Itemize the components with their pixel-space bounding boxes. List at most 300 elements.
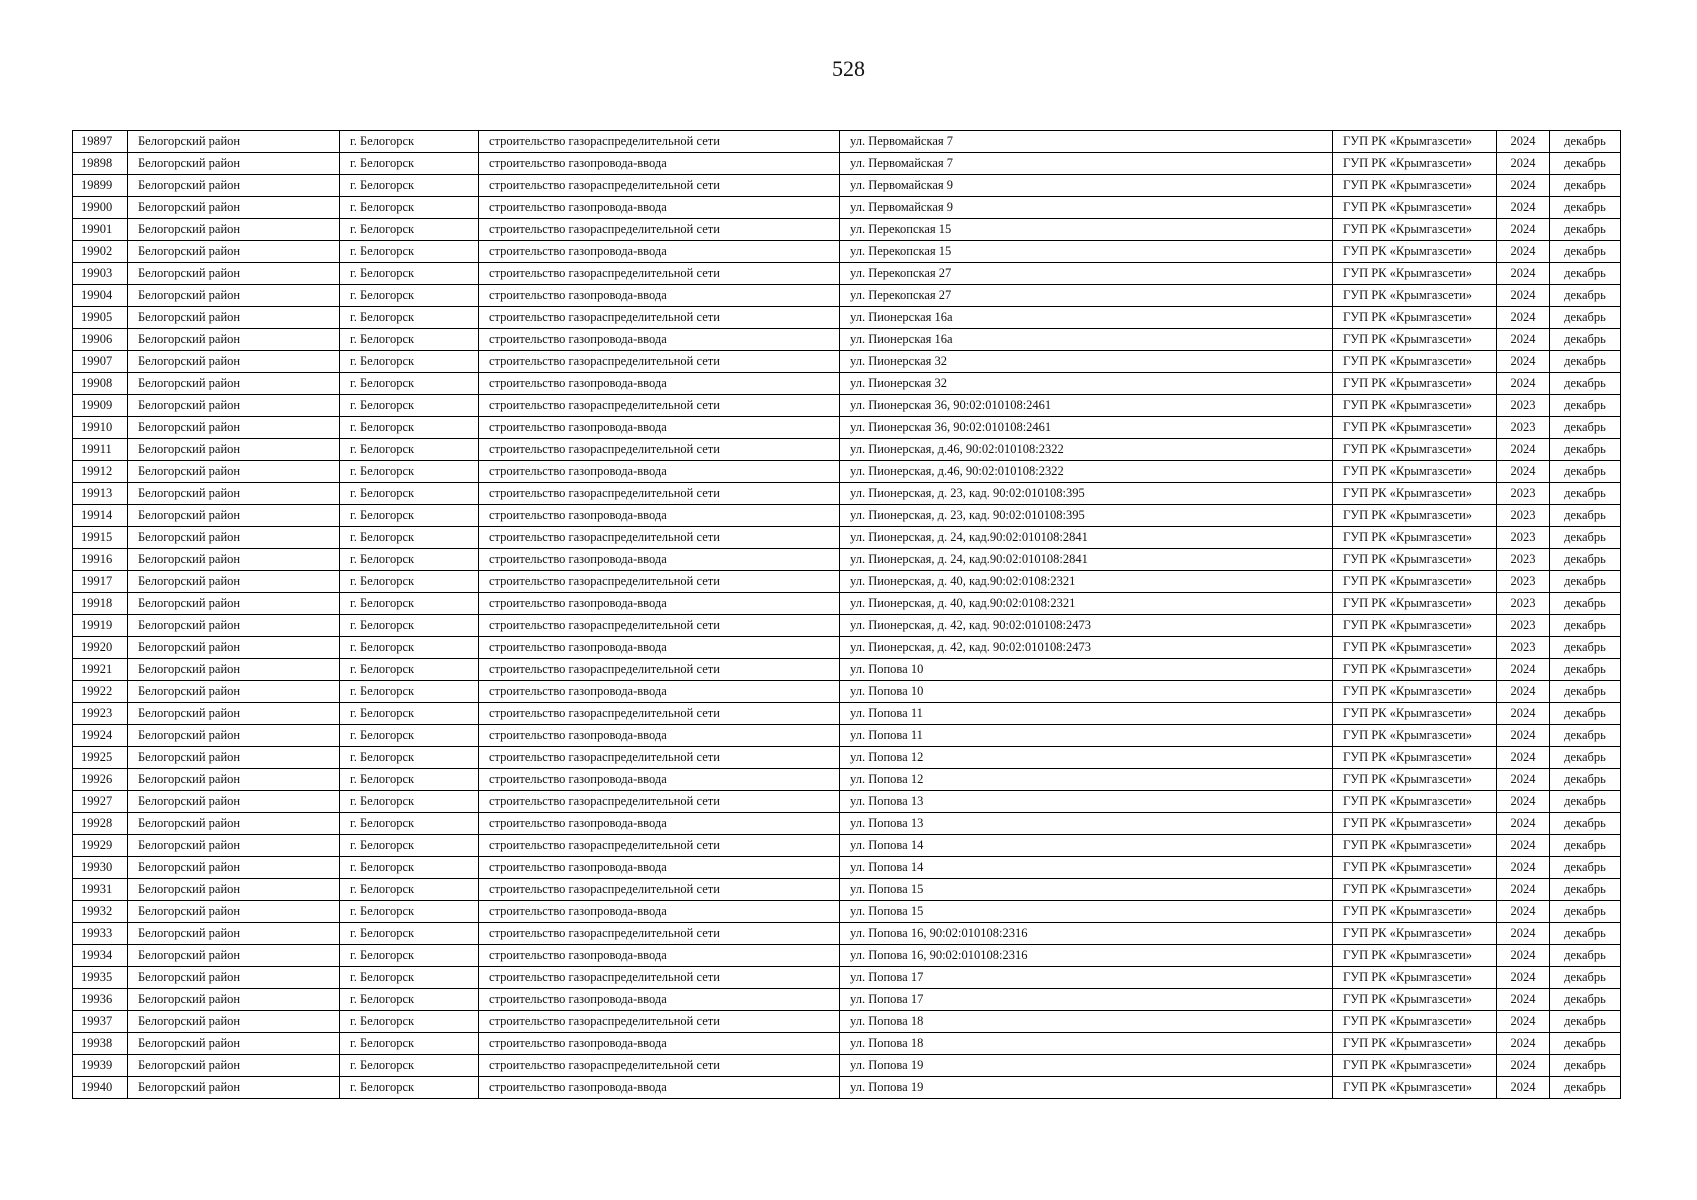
table-row [73,835,1621,857]
cell-organization: ГУП РК «Крымгазсети» [1333,769,1497,791]
cell-year: 2024 [1497,967,1550,989]
cell-work-type: строительство газопровода-ввода [479,637,840,659]
cell-year: 2024 [1497,131,1550,153]
cell-organization: ГУП РК «Крымгазсети» [1333,329,1497,351]
cell-district: Белогорский район [128,659,340,681]
table-row [73,285,1621,307]
cell-address: ул. Пионерская, д. 42, кад. 90:02:010108:2473 [840,615,1333,637]
cell-month: декабрь [1550,637,1621,659]
cell-work-type: строительство газораспределительной сети [479,967,840,989]
cell-work-type: строительство газопровода-ввода [479,417,840,439]
cell-month: декабрь [1550,1055,1621,1077]
cell-organization: ГУП РК «Крымгазсети» [1333,659,1497,681]
cell-settlement: г. Белогорск [340,879,479,901]
cell-settlement: г. Белогорск [340,571,479,593]
cell-year: 2024 [1497,747,1550,769]
cell-district: Белогорский район [128,967,340,989]
cell-work-type: строительство газораспределительной сети [479,527,840,549]
cell-month: декабрь [1550,439,1621,461]
cell-row-number: 19938 [73,1033,128,1055]
cell-district: Белогорский район [128,945,340,967]
cell-district: Белогорский район [128,879,340,901]
cell-row-number: 19937 [73,1011,128,1033]
table-row [73,483,1621,505]
cell-organization: ГУП РК «Крымгазсети» [1333,549,1497,571]
cell-address: ул. Пионерская 16а [840,329,1333,351]
cell-year: 2024 [1497,923,1550,945]
table-row [73,197,1621,219]
cell-row-number: 19897 [73,131,128,153]
cell-month: декабрь [1550,549,1621,571]
cell-organization: ГУП РК «Крымгазсети» [1333,197,1497,219]
cell-month: декабрь [1550,285,1621,307]
cell-row-number: 19928 [73,813,128,835]
cell-year: 2024 [1497,197,1550,219]
cell-settlement: г. Белогорск [340,1011,479,1033]
cell-row-number: 19927 [73,791,128,813]
cell-address: ул. Пионерская 32 [840,351,1333,373]
cell-district: Белогорский район [128,615,340,637]
cell-district: Белогорский район [128,219,340,241]
cell-organization: ГУП РК «Крымгазсети» [1333,857,1497,879]
table-row [73,879,1621,901]
cell-work-type: строительство газопровода-ввода [479,857,840,879]
cell-district: Белогорский район [128,791,340,813]
cell-work-type: строительство газопровода-ввода [479,505,840,527]
cell-month: декабрь [1550,703,1621,725]
cell-settlement: г. Белогорск [340,1055,479,1077]
cell-year: 2024 [1497,681,1550,703]
cell-district: Белогорский район [128,197,340,219]
cell-month: декабрь [1550,725,1621,747]
cell-work-type: строительство газораспределительной сети [479,1011,840,1033]
cell-settlement: г. Белогорск [340,725,479,747]
cell-settlement: г. Белогорск [340,285,479,307]
cell-settlement: г. Белогорск [340,549,479,571]
cell-row-number: 19925 [73,747,128,769]
cell-year: 2024 [1497,901,1550,923]
cell-year: 2024 [1497,241,1550,263]
cell-organization: ГУП РК «Крымгазсети» [1333,945,1497,967]
cell-work-type: строительство газораспределительной сети [479,791,840,813]
cell-district: Белогорский район [128,417,340,439]
cell-district: Белогорский район [128,637,340,659]
cell-work-type: строительство газораспределительной сети [479,175,840,197]
table-row [73,725,1621,747]
cell-work-type: строительство газопровода-ввода [479,153,840,175]
cell-month: декабрь [1550,813,1621,835]
cell-month: декабрь [1550,615,1621,637]
cell-month: декабрь [1550,769,1621,791]
cell-work-type: строительство газопровода-ввода [479,241,840,263]
cell-work-type: строительство газораспределительной сети [479,483,840,505]
cell-month: декабрь [1550,901,1621,923]
cell-settlement: г. Белогорск [340,263,479,285]
cell-year: 2024 [1497,263,1550,285]
cell-work-type: строительство газопровода-ввода [479,549,840,571]
cell-month: декабрь [1550,219,1621,241]
cell-district: Белогорский район [128,439,340,461]
cell-organization: ГУП РК «Крымгазсети» [1333,791,1497,813]
cell-month: декабрь [1550,505,1621,527]
cell-organization: ГУП РК «Крымгазсети» [1333,901,1497,923]
cell-row-number: 19915 [73,527,128,549]
cell-organization: ГУП РК «Крымгазсети» [1333,703,1497,725]
cell-year: 2024 [1497,813,1550,835]
cell-address: ул. Пионерская, д. 24, кад.90:02:010108:2841 [840,527,1333,549]
cell-work-type: строительство газопровода-ввода [479,329,840,351]
cell-organization: ГУП РК «Крымгазсети» [1333,1077,1497,1099]
cell-address: ул. Попова 16, 90:02:010108:2316 [840,923,1333,945]
cell-work-type: строительство газораспределительной сети [479,835,840,857]
cell-organization: ГУП РК «Крымгазсети» [1333,967,1497,989]
cell-year: 2023 [1497,571,1550,593]
cell-district: Белогорский район [128,813,340,835]
cell-address: ул. Первомайская 7 [840,153,1333,175]
cell-year: 2024 [1497,1033,1550,1055]
cell-work-type: строительство газораспределительной сети [479,219,840,241]
cell-month: декабрь [1550,791,1621,813]
cell-month: декабрь [1550,681,1621,703]
cell-row-number: 19911 [73,439,128,461]
cell-year: 2024 [1497,307,1550,329]
cell-work-type: строительство газопровода-ввода [479,901,840,923]
cell-address: ул. Попова 15 [840,879,1333,901]
cell-settlement: г. Белогорск [340,439,479,461]
table-row [73,329,1621,351]
cell-district: Белогорский район [128,725,340,747]
table-row [73,1077,1621,1099]
cell-district: Белогорский район [128,549,340,571]
cell-row-number: 19940 [73,1077,128,1099]
cell-work-type: строительство газопровода-ввода [479,373,840,395]
cell-row-number: 19920 [73,637,128,659]
cell-organization: ГУП РК «Крымгазсети» [1333,373,1497,395]
table-row [73,747,1621,769]
cell-work-type: строительство газораспределительной сети [479,659,840,681]
table-body [73,131,1621,1099]
table-row [73,681,1621,703]
cell-settlement: г. Белогорск [340,307,479,329]
cell-row-number: 19905 [73,307,128,329]
cell-address: ул. Пионерская, д. 23, кад. 90:02:010108:395 [840,483,1333,505]
cell-year: 2024 [1497,703,1550,725]
cell-row-number: 19899 [73,175,128,197]
cell-organization: ГУП РК «Крымгазсети» [1333,989,1497,1011]
cell-settlement: г. Белогорск [340,483,479,505]
cell-district: Белогорский район [128,571,340,593]
cell-row-number: 19914 [73,505,128,527]
cell-district: Белогорский район [128,1055,340,1077]
cell-organization: ГУП РК «Крымгазсети» [1333,395,1497,417]
table-row [73,307,1621,329]
cell-settlement: г. Белогорск [340,329,479,351]
table-row [73,131,1621,153]
cell-year: 2024 [1497,175,1550,197]
cell-settlement: г. Белогорск [340,395,479,417]
cell-year: 2024 [1497,373,1550,395]
cell-address: ул. Попова 13 [840,813,1333,835]
cell-year: 2024 [1497,329,1550,351]
cell-settlement: г. Белогорск [340,527,479,549]
cell-row-number: 19921 [73,659,128,681]
cell-row-number: 19936 [73,989,128,1011]
cell-district: Белогорский район [128,527,340,549]
cell-settlement: г. Белогорск [340,703,479,725]
table-row [73,1055,1621,1077]
cell-organization: ГУП РК «Крымгазсети» [1333,681,1497,703]
cell-row-number: 19900 [73,197,128,219]
table-row [73,153,1621,175]
cell-district: Белогорский район [128,505,340,527]
cell-address: ул. Попова 14 [840,857,1333,879]
cell-row-number: 19901 [73,219,128,241]
cell-work-type: строительство газопровода-ввода [479,197,840,219]
cell-month: декабрь [1550,417,1621,439]
cell-district: Белогорский район [128,901,340,923]
cell-work-type: строительство газопровода-ввода [479,285,840,307]
cell-address: ул. Попова 13 [840,791,1333,813]
cell-work-type: строительство газопровода-ввода [479,1077,840,1099]
cell-year: 2023 [1497,505,1550,527]
cell-row-number: 19924 [73,725,128,747]
cell-year: 2024 [1497,1011,1550,1033]
cell-year: 2024 [1497,835,1550,857]
cell-work-type: строительство газораспределительной сети [479,395,840,417]
cell-organization: ГУП РК «Крымгазсети» [1333,505,1497,527]
cell-work-type: строительство газопровода-ввода [479,769,840,791]
cell-address: ул. Попова 11 [840,725,1333,747]
cell-month: декабрь [1550,1033,1621,1055]
cell-settlement: г. Белогорск [340,857,479,879]
cell-year: 2024 [1497,769,1550,791]
cell-settlement: г. Белогорск [340,175,479,197]
cell-settlement: г. Белогорск [340,153,479,175]
cell-month: декабрь [1550,857,1621,879]
cell-month: декабрь [1550,307,1621,329]
cell-district: Белогорский район [128,989,340,1011]
cell-work-type: строительство газопровода-ввода [479,945,840,967]
cell-month: декабрь [1550,879,1621,901]
cell-address: ул. Пионерская 36, 90:02:010108:2461 [840,395,1333,417]
cell-row-number: 19910 [73,417,128,439]
cell-organization: ГУП РК «Крымгазсети» [1333,153,1497,175]
cell-address: ул. Первомайская 7 [840,131,1333,153]
cell-row-number: 19922 [73,681,128,703]
table-row [73,857,1621,879]
cell-settlement: г. Белогорск [340,615,479,637]
table-row [73,703,1621,725]
cell-settlement: г. Белогорск [340,769,479,791]
cell-month: декабрь [1550,923,1621,945]
table-row [73,505,1621,527]
table-row [73,549,1621,571]
table-row [73,417,1621,439]
cell-district: Белогорский район [128,307,340,329]
cell-settlement: г. Белогорск [340,593,479,615]
cell-row-number: 19930 [73,857,128,879]
cell-month: декабрь [1550,351,1621,373]
cell-organization: ГУП РК «Крымгазсети» [1333,571,1497,593]
table-row [73,373,1621,395]
cell-address: ул. Первомайская 9 [840,197,1333,219]
cell-row-number: 19932 [73,901,128,923]
cell-organization: ГУП РК «Крымгазсети» [1333,835,1497,857]
cell-month: декабрь [1550,241,1621,263]
cell-year: 2023 [1497,483,1550,505]
cell-work-type: строительство газораспределительной сети [479,307,840,329]
cell-settlement: г. Белогорск [340,351,479,373]
table-row [73,967,1621,989]
cell-district: Белогорский район [128,1011,340,1033]
cell-organization: ГУП РК «Крымгазсети» [1333,593,1497,615]
table-row [73,813,1621,835]
cell-settlement: г. Белогорск [340,945,479,967]
cell-address: ул. Пионерская, д.46, 90:02:010108:2322 [840,461,1333,483]
cell-organization: ГУП РК «Крымгазсети» [1333,351,1497,373]
cell-organization: ГУП РК «Крымгазсети» [1333,615,1497,637]
cell-year: 2024 [1497,857,1550,879]
table-row [73,219,1621,241]
cell-settlement: г. Белогорск [340,505,479,527]
cell-year: 2024 [1497,439,1550,461]
cell-year: 2024 [1497,659,1550,681]
cell-row-number: 19931 [73,879,128,901]
cell-work-type: строительство газораспределительной сети [479,879,840,901]
cell-work-type: строительство газораспределительной сети [479,747,840,769]
cell-year: 2024 [1497,153,1550,175]
cell-settlement: г. Белогорск [340,923,479,945]
cell-district: Белогорский район [128,351,340,373]
cell-work-type: строительство газораспределительной сети [479,439,840,461]
cell-organization: ГУП РК «Крымгазсети» [1333,131,1497,153]
cell-year: 2024 [1497,351,1550,373]
cell-district: Белогорский район [128,1033,340,1055]
cell-address: ул. Перекопская 15 [840,241,1333,263]
cell-row-number: 19916 [73,549,128,571]
table-row [73,1011,1621,1033]
cell-settlement: г. Белогорск [340,461,479,483]
cell-address: ул. Попова 10 [840,681,1333,703]
cell-month: декабрь [1550,461,1621,483]
cell-settlement: г. Белогорск [340,1033,479,1055]
cell-month: декабрь [1550,747,1621,769]
cell-year: 2024 [1497,1077,1550,1099]
cell-row-number: 19906 [73,329,128,351]
cell-district: Белогорский район [128,769,340,791]
cell-organization: ГУП РК «Крымгазсети» [1333,461,1497,483]
cell-row-number: 19913 [73,483,128,505]
table-row [73,945,1621,967]
table-row [73,615,1621,637]
cell-district: Белогорский район [128,329,340,351]
cell-work-type: строительство газораспределительной сети [479,263,840,285]
cell-row-number: 19929 [73,835,128,857]
cell-work-type: строительство газопровода-ввода [479,681,840,703]
cell-year: 2023 [1497,615,1550,637]
cell-address: ул. Перекопская 27 [840,263,1333,285]
cell-year: 2024 [1497,285,1550,307]
cell-month: декабрь [1550,1011,1621,1033]
cell-month: декабрь [1550,659,1621,681]
cell-district: Белогорский район [128,263,340,285]
cell-month: декабрь [1550,945,1621,967]
cell-month: декабрь [1550,527,1621,549]
cell-organization: ГУП РК «Крымгазсети» [1333,747,1497,769]
cell-address: ул. Пионерская 36, 90:02:010108:2461 [840,417,1333,439]
cell-row-number: 19904 [73,285,128,307]
cell-settlement: г. Белогорск [340,197,479,219]
cell-work-type: строительство газораспределительной сети [479,131,840,153]
cell-address: ул. Пионерская 32 [840,373,1333,395]
cell-month: декабрь [1550,373,1621,395]
table-row [73,241,1621,263]
cell-district: Белогорский район [128,483,340,505]
page-number: 528 [832,56,865,81]
cell-settlement: г. Белогорск [340,901,479,923]
table-row [73,571,1621,593]
table-row [73,461,1621,483]
cell-year: 2023 [1497,637,1550,659]
data-table [72,130,1621,1099]
cell-month: декабрь [1550,593,1621,615]
cell-address: ул. Попова 16, 90:02:010108:2316 [840,945,1333,967]
cell-month: декабрь [1550,131,1621,153]
table-row [73,769,1621,791]
cell-district: Белогорский район [128,923,340,945]
cell-work-type: строительство газораспределительной сети [479,351,840,373]
cell-work-type: строительство газораспределительной сети [479,1055,840,1077]
cell-row-number: 19917 [73,571,128,593]
table-row [73,901,1621,923]
cell-row-number: 19934 [73,945,128,967]
cell-settlement: г. Белогорск [340,1077,479,1099]
cell-year: 2024 [1497,725,1550,747]
cell-month: декабрь [1550,197,1621,219]
cell-settlement: г. Белогорск [340,219,479,241]
cell-row-number: 19903 [73,263,128,285]
cell-organization: ГУП РК «Крымгазсети» [1333,417,1497,439]
cell-address: ул. Попова 18 [840,1011,1333,1033]
cell-organization: ГУП РК «Крымгазсети» [1333,241,1497,263]
cell-row-number: 19912 [73,461,128,483]
cell-year: 2023 [1497,593,1550,615]
cell-address: ул. Пионерская, д. 42, кад. 90:02:010108:2473 [840,637,1333,659]
cell-month: декабрь [1550,989,1621,1011]
cell-address: ул. Пионерская, д. 40, кад.90:02:0108:2321 [840,593,1333,615]
table-row [73,1033,1621,1055]
cell-organization: ГУП РК «Крымгазсети» [1333,483,1497,505]
cell-district: Белогорский район [128,703,340,725]
cell-month: декабрь [1550,263,1621,285]
cell-year: 2024 [1497,461,1550,483]
table-row [73,351,1621,373]
cell-organization: ГУП РК «Крымгазсети» [1333,1055,1497,1077]
cell-month: декабрь [1550,835,1621,857]
cell-address: ул. Первомайская 9 [840,175,1333,197]
cell-organization: ГУП РК «Крымгазсети» [1333,813,1497,835]
cell-district: Белогорский район [128,285,340,307]
table-row [73,791,1621,813]
cell-row-number: 19898 [73,153,128,175]
cell-organization: ГУП РК «Крымгазсети» [1333,439,1497,461]
cell-settlement: г. Белогорск [340,681,479,703]
cell-district: Белогорский район [128,373,340,395]
table-row [73,637,1621,659]
cell-work-type: строительство газораспределительной сети [479,571,840,593]
cell-year: 2024 [1497,219,1550,241]
cell-address: ул. Пионерская, д. 40, кад.90:02:0108:2321 [840,571,1333,593]
